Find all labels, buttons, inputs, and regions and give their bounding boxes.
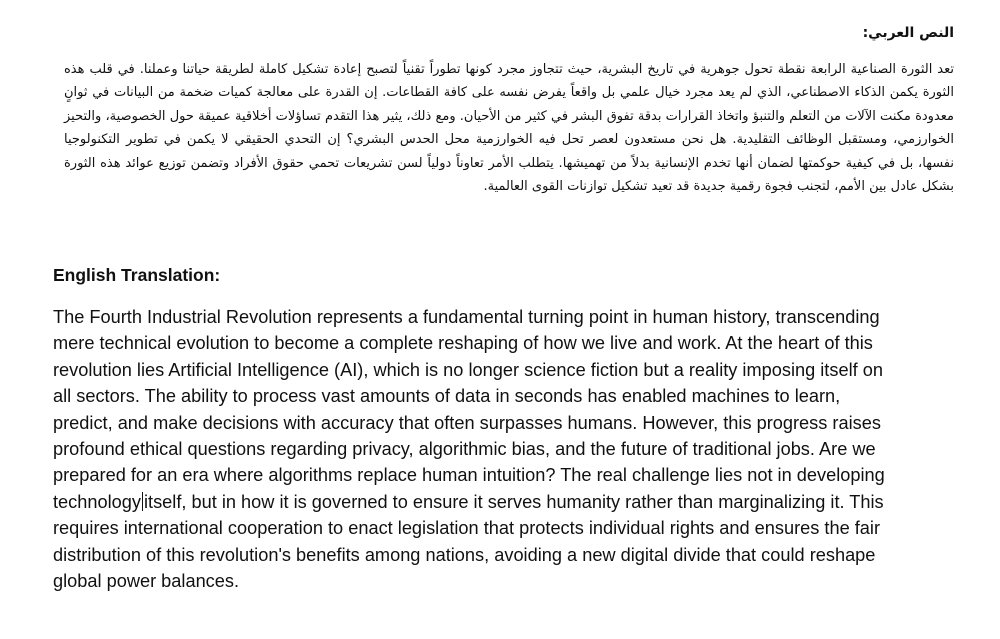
text-after-cursor: itself, but in how it is governed to ensure it serves humanity rather than marginalizing it. This: [143, 491, 884, 512]
paragraph-line: The Fourth Industrial Revolution represents a fundamental turning point in human history, transcending: [53, 307, 880, 327]
paragraph-line-with-cursor: [53, 489, 953, 515]
paragraph-line: predict, and make decisions with accuracy that often surpasses humans. However, this progress raises: [53, 412, 881, 433]
text-insertion-cursor: [142, 492, 143, 511]
arabic-text-paragraph[interactable]: تعد الثورة الصناعية الرابعة نقطة تحول جوهرية في تاريخ البشرية، حيث تتجاوز مجرد كونها تطوراً تقنياً لتصبح إعادة تشكيل كاملة لطريقة حياتنا وعملنا. في قلب هذه الثورة يكمن الذكاء الاصطناعي، الذي لم يعد مجرد خيال علمي بل واقعاً يفرض نفسه على كافة القطاعات. إن القدرة على معالجة كميات ضخمة من البيانات في ثوانٍ معدودة مكنت الآلات من التعلم والتنبؤ واتخاذ القرارات بدقة تفوق البشر في كثير من الأحيان. ومع ذلك، يثير هذا التقدم تساؤلات أخلاقية عميقة حول الخصوصية، والتحيز الخوارزمي، ومستقبل الوظائف التقليدية. هل نحن مستعدون لعصر تحل فيه الخوارزمية محل الحدس البشري؟ إن التحدي الحقيقي لا يكمن في تطوير التكنولوجيا نفسها، بل في كيفية حوكمتها لضمان أنها تخدم الإنسانية بدلاً من تهميشها. يتطلب الأمر تعاوناً دولياً لسن تشريعات تحمي حقوق الأفراد وتضمن توزيع عوائد هذه الثورة بشكل عادل بين الأمم، لتجنب فجوة رقمية جديدة قد تعيد تشكيل توازنات القوى العالمية.: [64, 62, 954, 195]
paragraph-line: revolution lies Artificial Intelligence (AI), which is no longer science fiction but a reality imposing itself on: [53, 359, 883, 380]
text-before-cursor: technology: [53, 491, 141, 512]
english-translation-paragraph[interactable]: [53, 304, 953, 594]
paragraph-line: all sectors. The ability to process vast amounts of data in seconds has enabled machines to learn,: [53, 386, 841, 407]
paragraph-line: prepared for an era where algorithms replace human intuition? The real challenge lies not in developing: [53, 465, 885, 486]
paragraph-line: profound ethical questions regarding privacy, algorithmic bias, and the future of traditional jobs. Are we: [53, 439, 876, 460]
paragraph-line: requires international cooperation to enact legislation that protects individual rights and ensures the fair: [53, 518, 881, 539]
english-translation-heading: English Translation:: [53, 265, 221, 285]
arabic-text-heading: النص العربي:: [862, 25, 954, 41]
paragraph-line: distribution of this revolution's benefits among nations, avoiding a new digital divide that could reshape: [53, 544, 876, 565]
paragraph-line: mere technical evolution to become a complete reshaping of how we live and work. At the heart of this: [53, 333, 873, 354]
paragraph-line: global power balances.: [53, 571, 240, 592]
